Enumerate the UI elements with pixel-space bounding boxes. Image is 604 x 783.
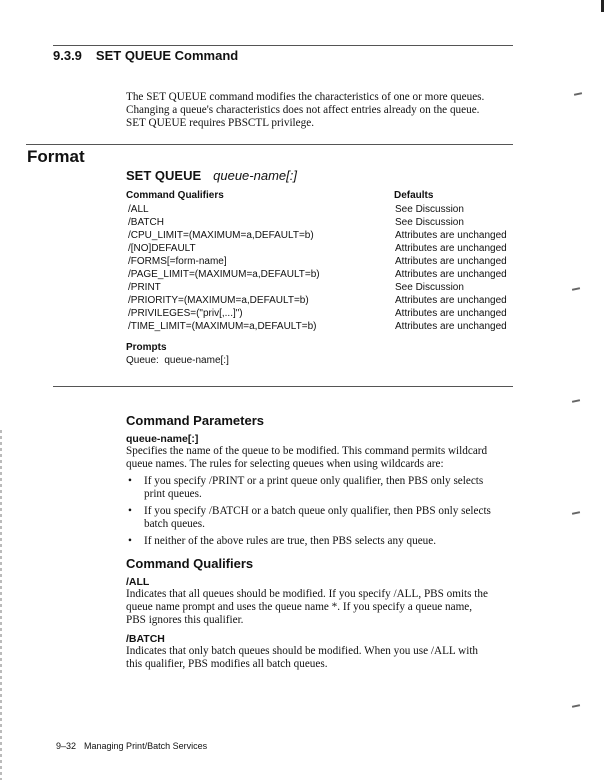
intro-paragraph [126,91,526,130]
qualifier-name: /PRIVILEGES=("priv[,...]") [128,308,243,319]
bullet-item [128,475,528,501]
description-line: this qualifier, PBS modifies all batch queues. [126,658,328,670]
page-footer [56,741,207,751]
qualifiers-header: Command Qualifiers [126,190,224,201]
bullet-line: If neither of the above rules are true, then PBS selects any queue. [144,535,437,547]
margin-mark [572,287,580,291]
description-line: Indicates that all queues should be modified. If you specify /ALL, PBS omits the [126,588,488,600]
qualifier-default: Attributes are unchanged [395,321,507,332]
qualifier-name: /BATCH [128,217,164,228]
qualifier-name: /PRIORITY=(MAXIMUM=a,DEFAULT=b) [128,295,309,306]
margin-mark [572,704,580,708]
defaults-header: Defaults [394,190,434,201]
format-rule [26,144,513,145]
bullet-item [128,505,528,531]
section-heading [53,48,238,63]
bullet-icon: • [128,535,132,547]
qualifier-default: Attributes are unchanged [395,308,507,319]
bullet-item [128,535,528,548]
bullet-line: batch queues. [144,518,205,530]
page-number: 9–32 [56,741,77,751]
qualifier-default: Attributes are unchanged [395,243,507,254]
section-title: SET QUEUE Command [95,48,239,63]
prompt-text: Queue: queue-name[:] [126,355,229,366]
margin-mark [574,92,582,96]
intro-line: SET QUEUE requires PBSCTL privilege. [126,117,314,129]
format-syntax [126,168,297,183]
scan-edge [0,430,2,780]
parameter-description [126,445,526,471]
qualifier-batch-description [126,645,536,671]
qualifiers-section-heading: Command Qualifiers [126,556,254,571]
parameters-heading: Command Parameters [126,413,264,428]
qualifier-default: See Discussion [395,204,464,215]
qualifier-name: /PRINT [128,282,161,293]
qualifier-name: /CPU_LIMIT=(MAXIMUM=a,DEFAULT=b) [128,230,314,241]
bullet-line: print queues. [144,488,202,500]
intro-line: Changing a queue's characteristics does not affect entries already on the queue. [126,104,480,116]
qualifier-all-name: /ALL [126,576,150,588]
qualifier-default: See Discussion [395,217,464,228]
qualifier-name: /[NO]DEFAULT [128,243,196,254]
parameter-name: queue-name[:] [126,433,199,445]
qualifier-name: /PAGE_LIMIT=(MAXIMUM=a,DEFAULT=b) [128,269,320,280]
description-line: queue name prompt and uses the queue name *. If you specify a queue name, [126,601,473,613]
format-heading: Format [27,147,85,166]
qualifier-default: Attributes are unchanged [395,256,507,267]
description-line: queue names. The rules for selecting queues when using wildcards are: [126,458,444,470]
format-command: SET QUEUE [126,168,202,183]
top-rule [53,45,513,46]
qualifier-name: /TIME_LIMIT=(MAXIMUM=a,DEFAULT=b) [128,321,317,332]
section-number: 9.3.9 [53,48,82,63]
description-line: Specifies the name of the queue to be modified. This command permits wildcard [126,445,488,457]
section-rule [53,386,513,387]
qualifier-name: /ALL [128,204,149,215]
margin-mark [572,399,580,403]
bullet-icon: • [128,475,132,487]
bullet-icon: • [128,505,132,517]
margin-mark [572,511,580,515]
format-parameter: queue-name[:] [213,168,297,183]
qualifier-batch-name: /BATCH [126,633,165,645]
bullet-line: If you specify /BATCH or a batch queue only qualifier, then PBS only selects [144,505,491,517]
prompts-header: Prompts [126,342,167,353]
qualifier-name: /FORMS[=form-name] [128,256,227,267]
qualifier-default: Attributes are unchanged [395,269,507,280]
book-title: Managing Print/Batch Services [84,741,208,751]
bullet-line: If you specify /PRINT or a print queue only qualifier, then PBS only selects [144,475,484,487]
intro-line: The SET QUEUE command modifies the characteristics of one or more queues. [126,91,485,103]
description-line: Indicates that only batch queues should be modified. When you use /ALL with [126,645,479,657]
qualifier-default: See Discussion [395,282,464,293]
qualifier-all-description [126,588,536,627]
qualifier-default: Attributes are unchanged [395,295,507,306]
description-line: PBS ignores this qualifier. [126,614,244,626]
qualifier-default: Attributes are unchanged [395,230,507,241]
